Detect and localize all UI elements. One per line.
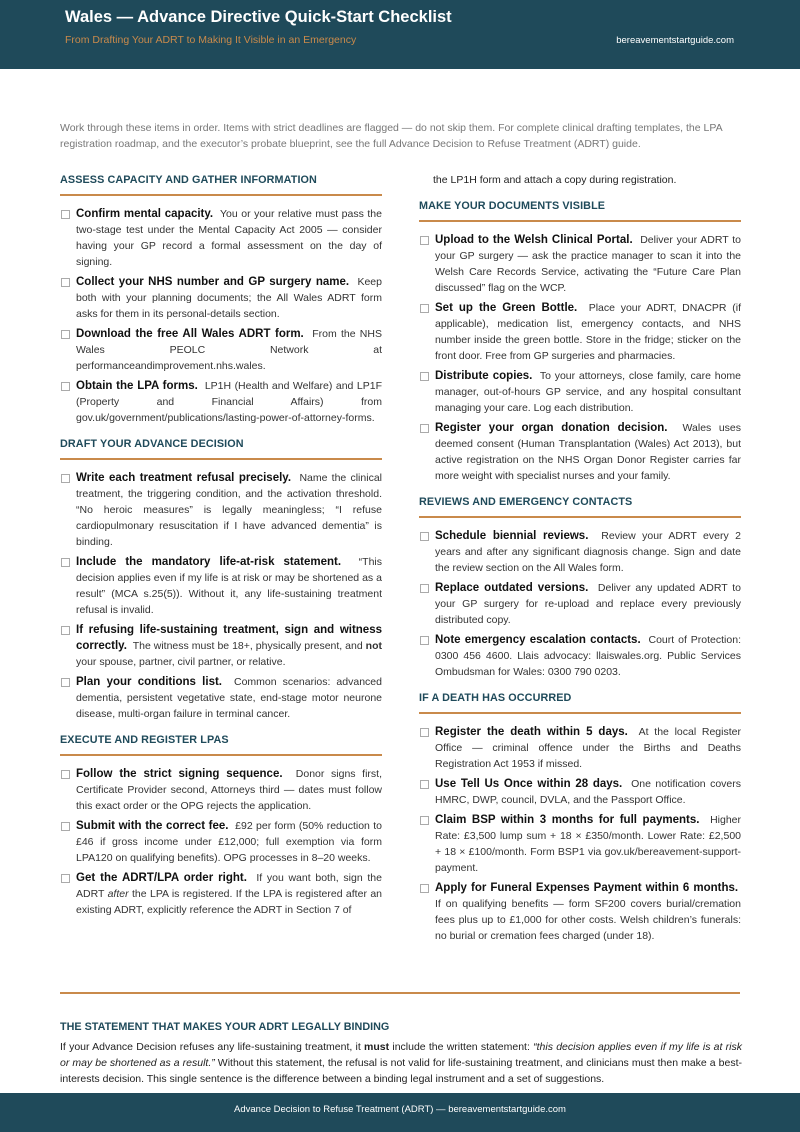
checklist-item[interactable] [419, 724, 741, 772]
item-lead: Download the free All Wales ADRT form. [76, 328, 304, 340]
item-lead: Include the mandatory life-at-risk statement. [76, 556, 342, 568]
checkbox[interactable] [61, 822, 70, 831]
item-body-part: the LPA is registered. If the LPA is registered after an existing ADRT, explicitly reference the ADRT in Section 7 of [76, 888, 382, 916]
checkbox[interactable] [420, 424, 429, 433]
item-lead: Set up the Green Bottle. [435, 302, 578, 314]
checklist-item[interactable] [419, 232, 741, 296]
checkbox[interactable] [420, 372, 429, 381]
checklist-item[interactable] [419, 880, 741, 944]
checkbox[interactable] [61, 770, 70, 779]
checkbox[interactable] [61, 278, 70, 287]
checklist-item[interactable] [60, 378, 382, 426]
item-body-emphasis: after [107, 888, 129, 900]
statement-text [60, 1039, 742, 1087]
checkbox[interactable] [61, 874, 70, 883]
footer-text: Advance Decision to Refuse Treatment (ADRT) — bereavementstartguide.com [234, 1104, 566, 1115]
checkbox[interactable] [420, 532, 429, 541]
item-body: “This decision applies even if my life is at risk or may be shortened as a result” (MCA s.25(5)). Without it, any life-sustaining treatment refusal is invalid. [76, 556, 382, 616]
section-heading: ASSESS CAPACITY AND GATHER INFORMATION [60, 172, 382, 196]
checkbox[interactable] [420, 780, 429, 789]
checklist-item[interactable] [419, 420, 741, 484]
section-reviews [419, 494, 741, 680]
item-lead: Get the ADRT/LPA order right. [76, 872, 247, 884]
item-lead: If refusing life-sustaining treatment, sign and witness correctly. [76, 624, 382, 652]
section-heading: EXECUTE AND REGISTER LPAS [60, 732, 382, 756]
checkbox[interactable] [420, 236, 429, 245]
checklist-item[interactable] [419, 300, 741, 364]
item-body: From the NHS Wales PEOLC Network at performanceandimprovement.nhs.wales. [76, 328, 382, 372]
item-body: Deliver your ADRT to your GP surgery — ask the practice manager to scan it into the Welsh Care Records Service, activating the “Future Care Plan discussed” flag on the WCP. [435, 234, 741, 294]
statement-quote: “this decision applies even if my life is at risk or may be shortened as a result.” [60, 1041, 743, 1069]
item-body: To your attorneys, close family, care home manager, out-of-hours GP service, and any hospital consultant managing your care. Log each distribution. [435, 370, 742, 414]
item-lead: Submit with the correct fee. [76, 820, 229, 832]
page-subtitle: From Drafting Your ADRT to Making It Visible in an Emergency [65, 34, 357, 46]
checklist-item[interactable] [419, 368, 741, 416]
checkbox[interactable] [61, 678, 70, 687]
statement-emphasis: must [364, 1041, 390, 1053]
item-body: Donor signs first, Certificate Provider second, Attorneys third — dates must follow this exact order or the OPG rejects the application. [76, 768, 382, 812]
checklist-item[interactable] [419, 812, 741, 876]
item-lead: Upload to the Welsh Clinical Portal. [435, 234, 633, 246]
left-column [60, 172, 382, 928]
item-body: Place your ADRT, DNACPR (if applicable), medication list, emergency contacts, and NHS number inside the green bottle. Store in the fridge; sticker on the front door. Free from GP surgeries and pharmacies. [435, 302, 741, 362]
header-bar [0, 0, 800, 69]
item-body: At the local Register Office — criminal offence under the Births and Deaths Registration Act 1953 if missed. [435, 726, 741, 770]
checkbox[interactable] [420, 304, 429, 313]
item-lead: Write each treatment refusal precisely. [76, 472, 292, 484]
checkbox[interactable] [420, 584, 429, 593]
statement-part: If your Advance Decision refuses any life-sustaining treatment, it [60, 1041, 365, 1053]
item-lead: Claim BSP within 3 months for full payments. [435, 814, 700, 826]
item-body: Review your ADRT every 2 years and after any significant diagnosis change. Sign and date the review section on the All Wales form. [435, 530, 741, 574]
checkbox[interactable] [420, 728, 429, 737]
checklist-item[interactable] [60, 674, 382, 722]
item-body-part: If you want both, sign the ADRT [76, 872, 382, 900]
site-link[interactable]: bereavementstartguide.com [616, 35, 734, 46]
item-body: Higher Rate: £3,500 lump sum + 18 × £350/month. Lower Rate: £2,500 + 18 × £100/month. Form BSP1 via gov.uk/bereavement-support-payment. [435, 814, 741, 874]
item-lead: Apply for Funeral Expenses Payment within 6 months. [435, 882, 739, 894]
checkbox[interactable] [61, 474, 70, 483]
item-lead: Distribute copies. [435, 370, 533, 382]
section-lpa [60, 732, 382, 918]
checklist-item[interactable] [419, 580, 741, 628]
item-lead: Collect your NHS number and GP surgery name. [76, 276, 350, 288]
item-lead: Replace outdated versions. [435, 582, 589, 594]
checklist-item[interactable] [419, 632, 741, 680]
checkbox[interactable] [61, 382, 70, 391]
item-body-part: your spouse, partner, civil partner, or relative. [76, 656, 286, 668]
item-lead: Plan your conditions list. [76, 676, 222, 688]
checklist-item[interactable] [60, 470, 382, 550]
checkbox[interactable] [420, 884, 429, 893]
checklist-item[interactable] [419, 528, 741, 576]
item-body: Deliver any updated ADRT to your GP surgery for re-upload and replace every previously distributed copy. [435, 582, 741, 626]
item-continuation: the LP1H form and attach a copy during registration. [433, 174, 677, 186]
item-body: Wales uses deemed consent (Human Transplantation (Wales) Act 2013), but active registration on the NHS Organ Donor Register carries far more weight with specialist nurses and your family. [435, 422, 741, 482]
section-death [419, 690, 741, 944]
item-body: Court of Protection: 0300 456 4600. Llais advocacy: llaiswales.org. Public Services Ombudsman for Wales: 0300 790 0203. [435, 634, 741, 678]
item-body: One notification covers HMRC, DWP, council, DVLA, and the Passport Office. [435, 778, 741, 806]
checklist-item[interactable] [60, 870, 382, 918]
item-body: Name the clinical treatment, the triggering condition, and the activation threshold. “No heroic measures” is legally meaningless; “I refuse cardiopulmonary resuscitation if I have advanced dementia” is binding. [76, 472, 382, 548]
checkbox[interactable] [61, 626, 70, 635]
item-body: You or your relative must pass the two-stage test under the Mental Capacity Act 2005 — consider having your GP record a formal assessment on the day of signing. [76, 208, 382, 268]
section-draft [60, 436, 382, 722]
page-title: Wales — Advance Directive Quick-Start Checklist [65, 8, 452, 26]
item-body: If on qualifying benefits — form SF200 covers burial/cremation fees plus up to £1,000 for other costs. Welsh children’s funerals: no burial or cremation fees charged (under 18). [435, 898, 741, 942]
item-lead: Note emergency escalation contacts. [435, 634, 641, 646]
item-lead: Follow the strict signing sequence. [76, 768, 283, 780]
item-body: LP1H (Health and Welfare) and LP1F (Property and Financial Affairs) from gov.uk/government/publications/lasting-power-of-attorney-forms. [76, 380, 382, 424]
intro-text: Work through these items in order. Items with strict deadlines are flagged — do not skip them. For complete clinical drafting templates, the LPA registration roadmap, and the executor’s probate blueprint, see the full Advance Decision to Refuse Treatment (ADRT) guide. [60, 122, 723, 150]
checklist-item[interactable] [60, 274, 382, 322]
checklist-item[interactable] [60, 622, 382, 670]
item-lead: Register the death within 5 days. [435, 726, 628, 738]
item-lead: Obtain the LPA forms. [76, 380, 198, 392]
checkbox[interactable] [420, 816, 429, 825]
checkbox[interactable] [61, 330, 70, 339]
statement-heading: THE STATEMENT THAT MAKES YOUR ADRT LEGALLY BINDING [60, 1021, 390, 1033]
checkbox[interactable] [61, 558, 70, 567]
item-lead: Register your organ donation decision. [435, 422, 668, 434]
item-lead: Schedule biennial reviews. [435, 530, 589, 542]
right-column [419, 172, 741, 954]
checklist-item[interactable] [60, 206, 382, 270]
item-body-emphasis: not [365, 640, 382, 652]
checklist-item[interactable] [419, 776, 741, 808]
statement-part: Without this statement, the refusal is not valid for life-sustaining treatment, and clinicians must then make a best-interests decision. This single sentence is the difference between a binding legal instrument and a set of suggestions. [60, 1057, 742, 1085]
statement-part: include the written statement: [389, 1041, 534, 1053]
item-body: Keep both with your planning documents; the All Wales ADRT form asks for them in its personal-details section. [76, 276, 382, 320]
footer-bar [0, 1093, 800, 1132]
checklist-item[interactable] [60, 766, 382, 814]
section-heading: DRAFT YOUR ADVANCE DECISION [60, 436, 382, 460]
item-lead: Confirm mental capacity. [76, 208, 214, 220]
section-heading: IF A DEATH HAS OCCURRED [419, 690, 741, 714]
checkbox[interactable] [61, 210, 70, 219]
section-divider [60, 992, 740, 994]
checklist-item[interactable] [60, 326, 382, 374]
item-body: £92 per form (50% reduction to £46 if gross income under £12,000; full exemption via form LPA120 on qualifying benefits). OPG processes in 8–20 weeks. [76, 820, 382, 864]
section-capacity [60, 172, 382, 426]
section-visible [419, 198, 741, 484]
checkbox[interactable] [420, 636, 429, 645]
section-heading: REVIEWS AND EMERGENCY CONTACTS [419, 494, 741, 518]
checklist-item[interactable] [60, 554, 382, 618]
section-heading: MAKE YOUR DOCUMENTS VISIBLE [419, 198, 741, 222]
item-body: Common scenarios: advanced dementia, persistent vegetative state, end-stage motor neurone disease, multi-organ failure in terminal cancer. [76, 676, 382, 720]
item-body-part: The witness must be 18+, physically present, and [132, 640, 366, 652]
checklist-item[interactable] [60, 818, 382, 866]
item-lead: Use Tell Us Once within 28 days. [435, 778, 623, 790]
